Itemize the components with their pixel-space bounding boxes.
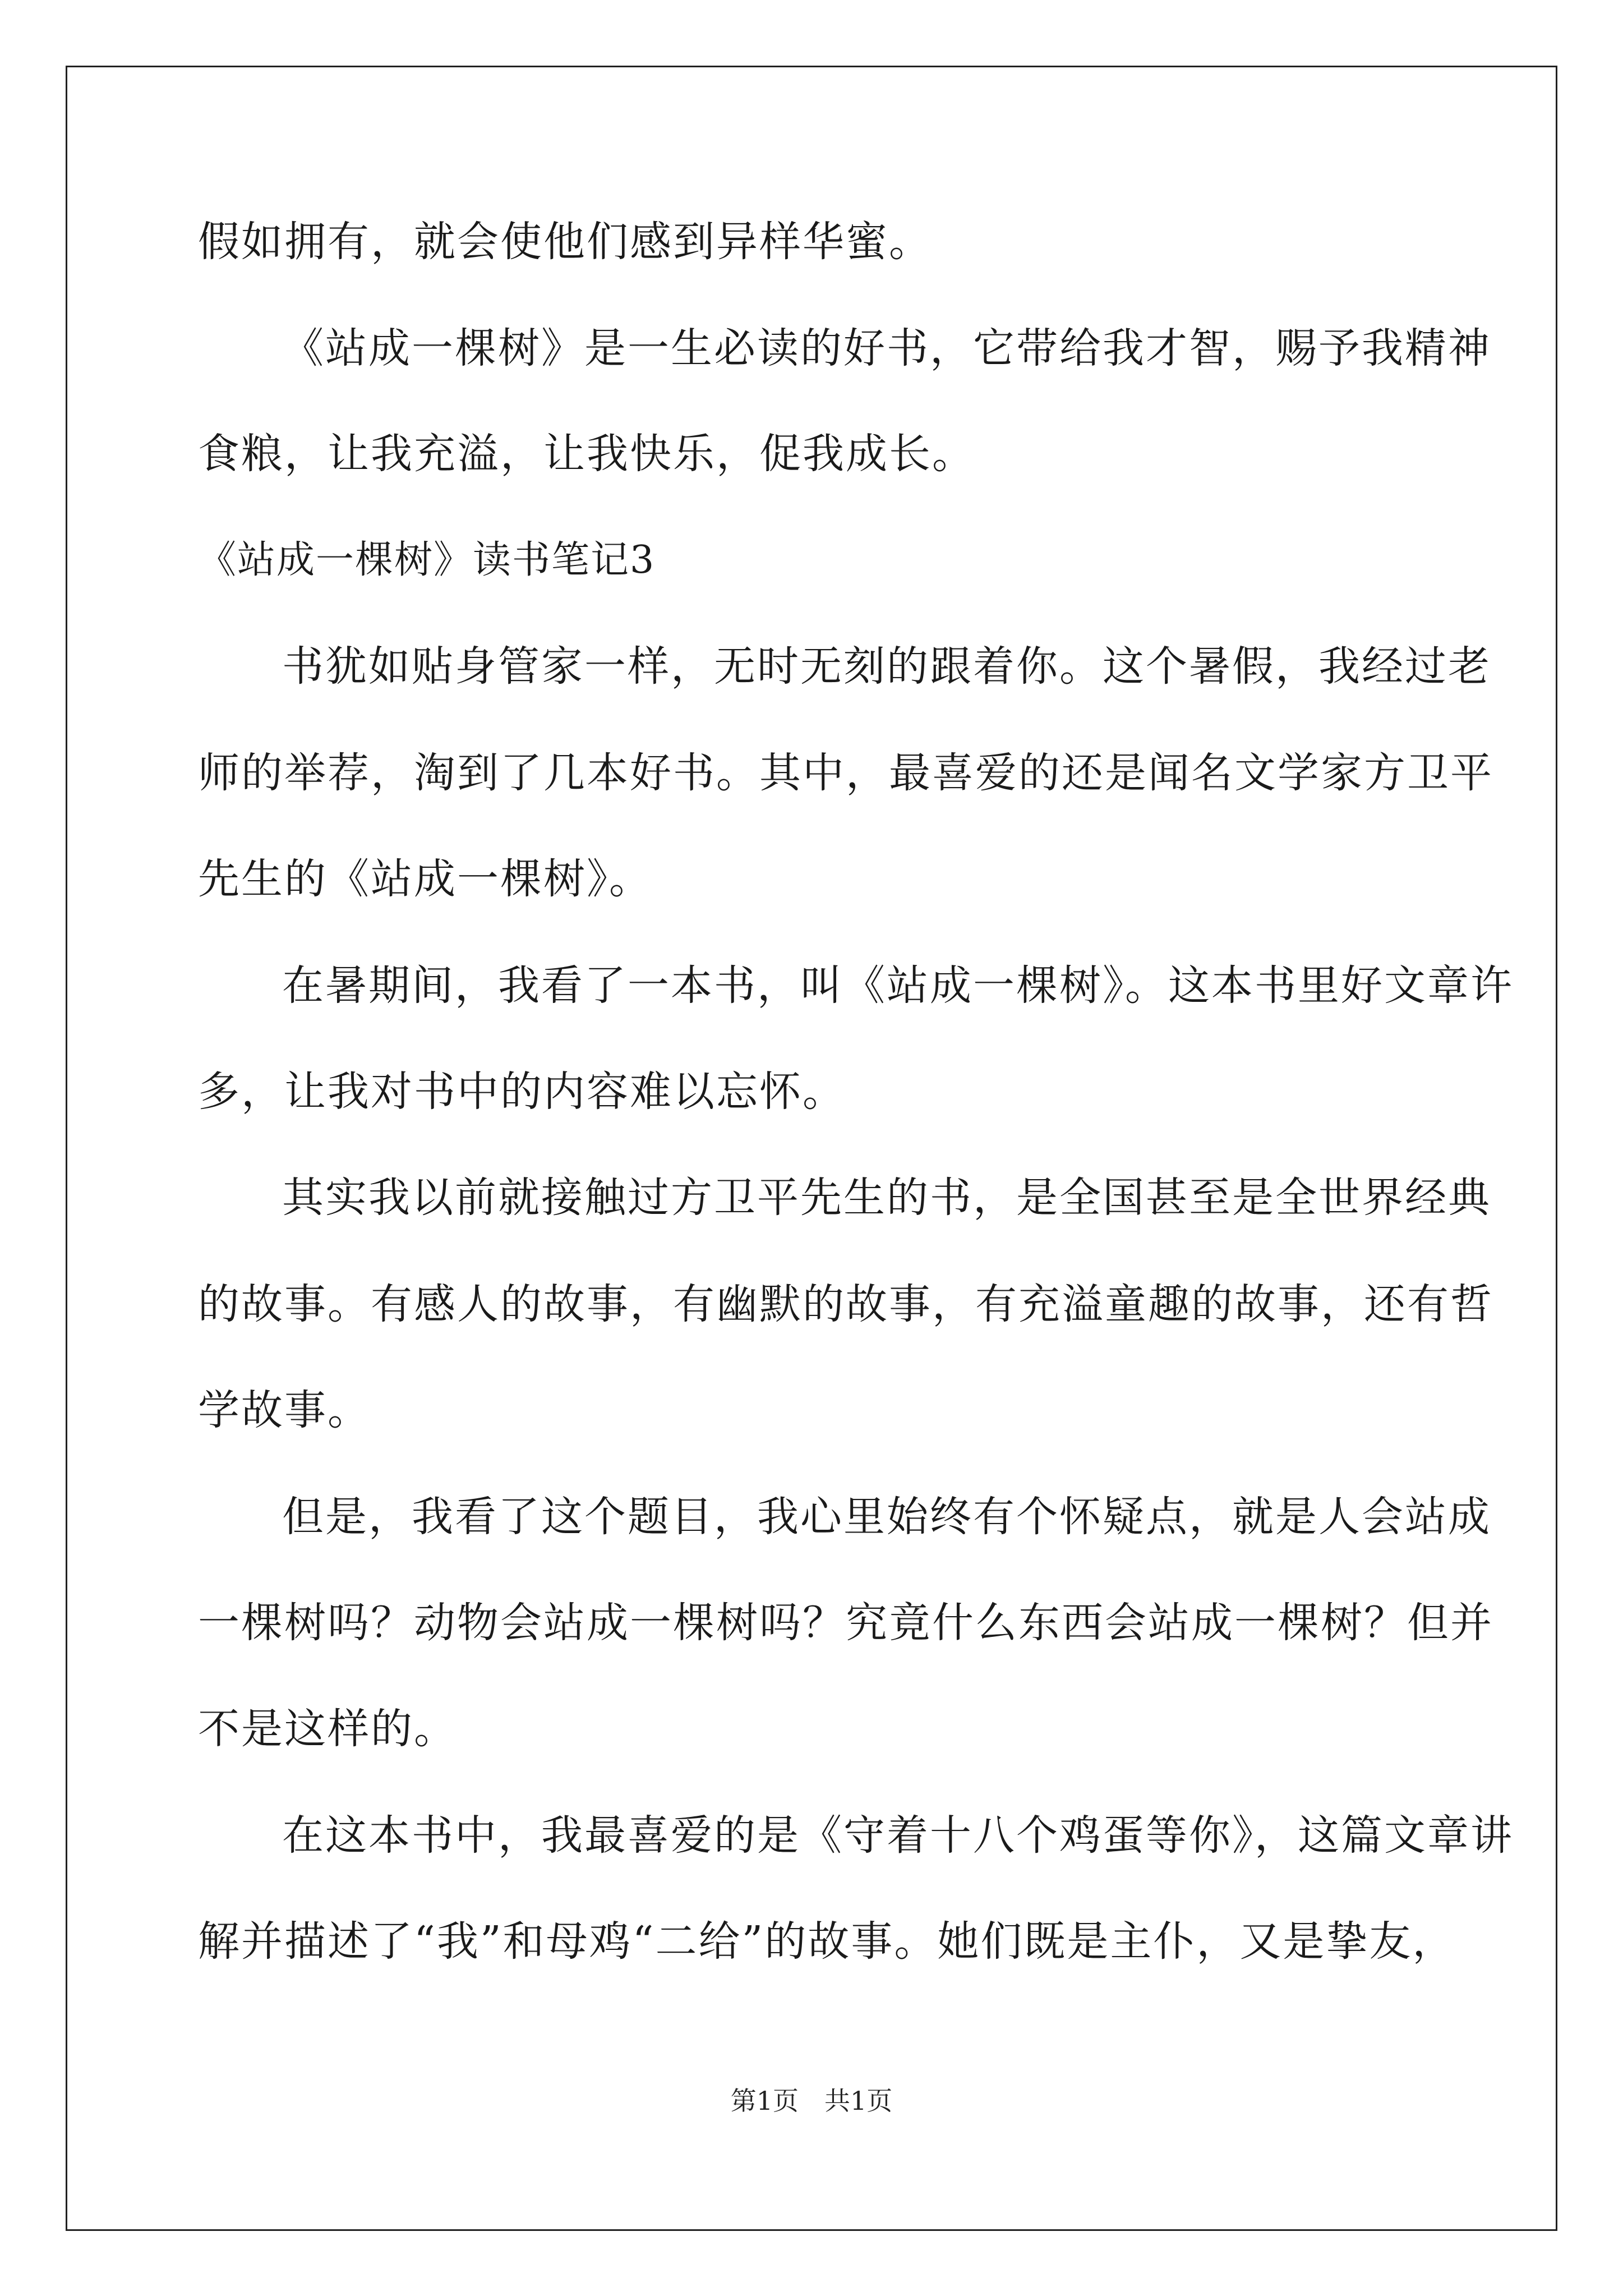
paragraph-first-line: 其实我以前就接触过方卫平先生的书，是全国甚至是全世界经典 <box>282 1174 1491 1222</box>
text-line: 不是这样的。 <box>198 1705 457 1753</box>
text-line: 假如拥有，就会使他们感到异样华蜜。 <box>198 218 932 266</box>
paragraph-first-line: 《站成一棵树》是一生必读的好书，它带给我才智，赐予我精神 <box>282 324 1491 372</box>
text-line: 多，让我对书中的内容难以忘怀。 <box>198 1068 846 1116</box>
text-line: 的故事。有感人的故事，有幽默的故事，有充溢童趣的故事，还有哲 <box>198 1280 1493 1328</box>
paragraph-first-line: 但是，我看了这个题目，我心里始终有个怀疑点，就是人会站成 <box>282 1493 1491 1541</box>
page-border <box>66 66 1557 2231</box>
paragraph-first-line: 书犹如贴身管家一样，无时无刻的跟着你。这个暑假，我经过老 <box>282 642 1491 691</box>
paragraph-first-line: 在这本书中，我最喜爱的是《守着十八个鸡蛋等你》，这篇文章讲 <box>282 1811 1514 1860</box>
text-line: 师的举荐，淘到了几本好书。其中，最喜爱的还是闻名文学家方卫平 <box>198 749 1493 797</box>
text-line: 食粮，让我充溢，让我快乐，促我成长。 <box>198 430 975 478</box>
text-line: 先生的《站成一棵树》。 <box>198 855 652 903</box>
page-footer: 第1页 共1页 <box>730 2086 893 2116</box>
text-line: 解并描述了“我”和母鸡“二给”的故事。她们既是主仆，又是挚友， <box>198 1917 1456 1966</box>
text-line: 一棵树吗？动物会站成一棵树吗？究竟什么东西会站成一棵树？但并 <box>198 1599 1493 1647</box>
text-line: 学故事。 <box>198 1386 371 1434</box>
section-heading: 《站成一棵树》读书笔记3 <box>198 538 656 582</box>
paragraph-first-line: 在暑期间，我看了一本书，叫《站成一棵树》。这本书里好文章许 <box>282 961 1514 1010</box>
